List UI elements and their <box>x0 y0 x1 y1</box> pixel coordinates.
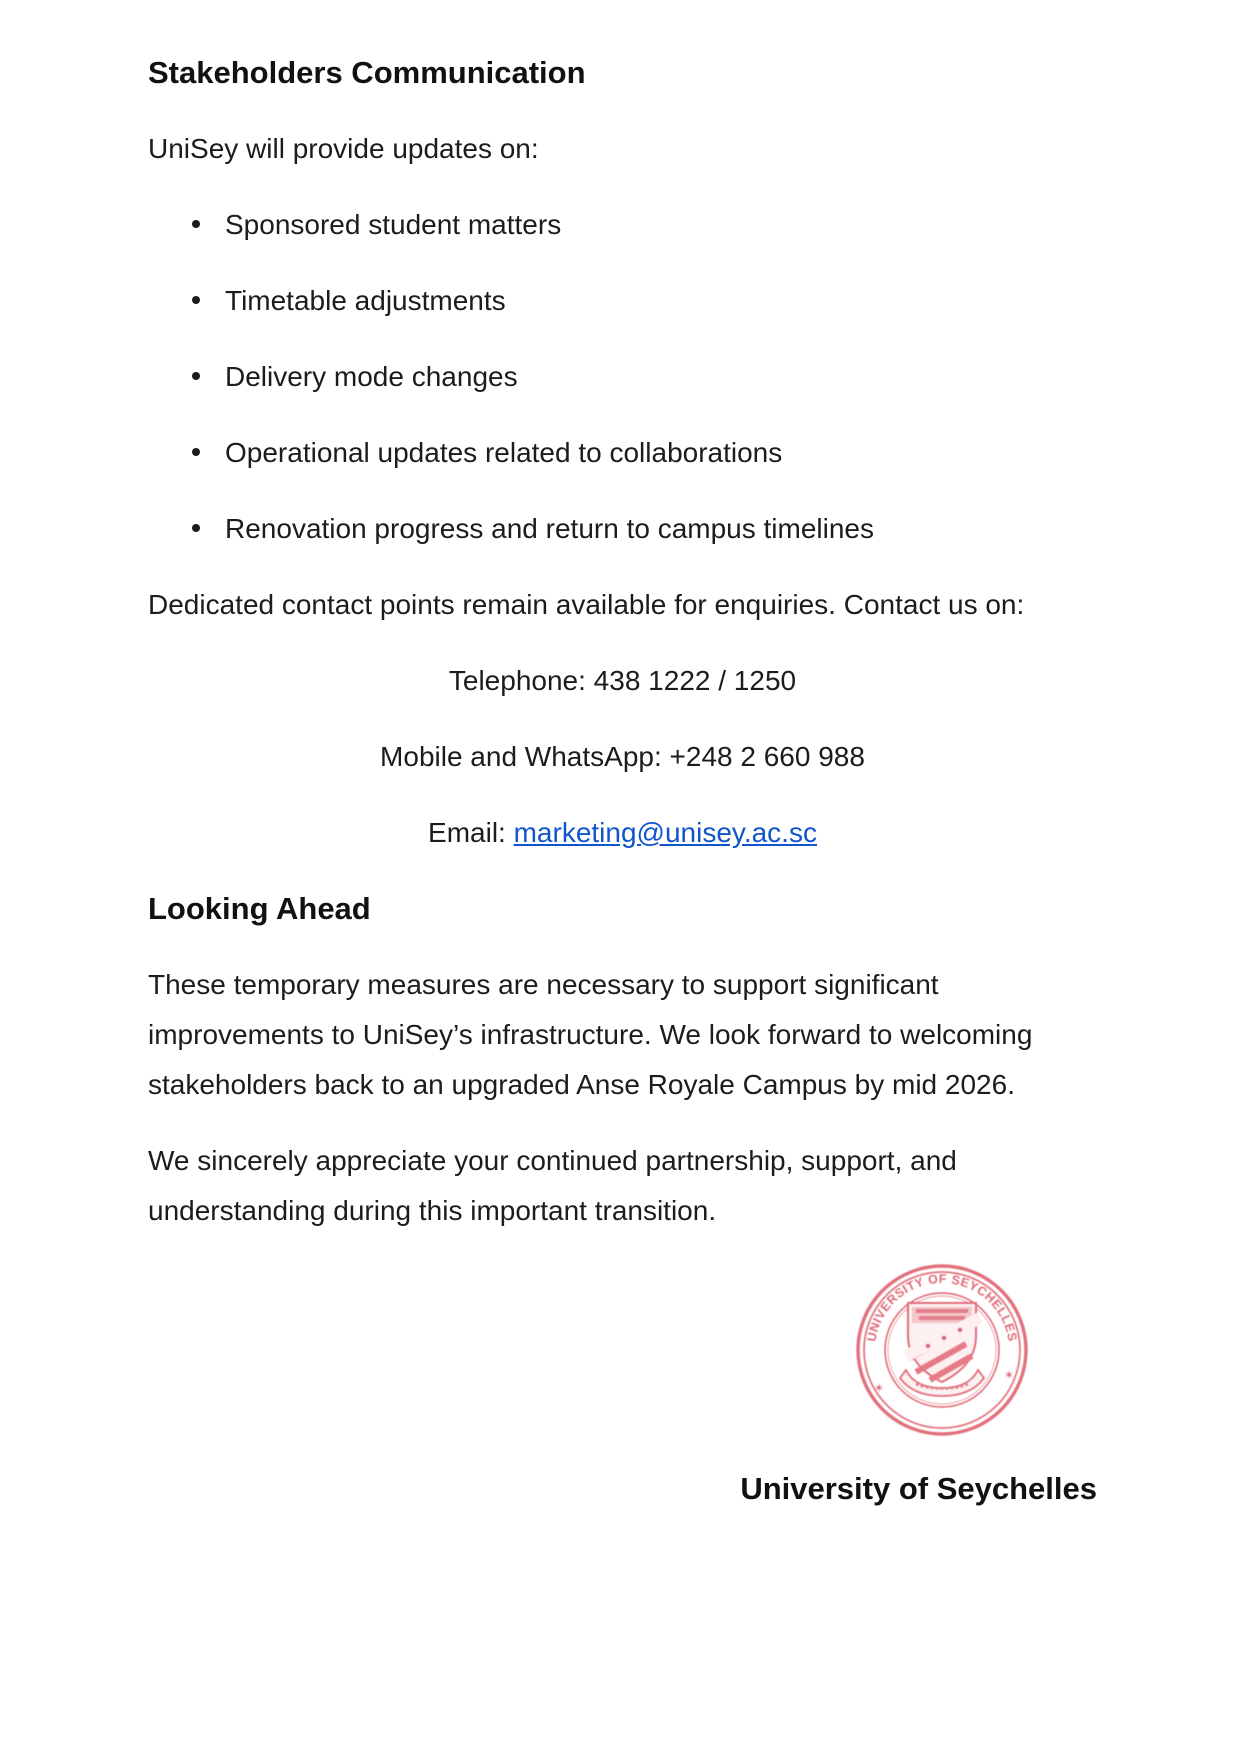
section-heading-communication: Stakeholders Communication <box>148 55 586 90</box>
star-icon: ✶ <box>1004 1368 1015 1382</box>
seal-shield-crest <box>900 1303 984 1396</box>
intro-line: UniSey will provide updates on: <box>148 133 539 164</box>
university-seal-stamp <box>854 1262 1030 1438</box>
text-line: We sincerely appreciate your continued partnership, support, and <box>148 1145 957 1176</box>
text-line: stakeholders back to an upgraded Anse Royale Campus by mid 2026. <box>148 1069 1015 1100</box>
email-link[interactable]: marketing@unisey.ac.sc <box>513 817 817 848</box>
seal-ring-text: UNIVERSITY OF SEYCHELLES <box>864 1271 1020 1343</box>
signature-name: University of Seychelles <box>740 1471 1097 1506</box>
signature-block <box>148 1262 1097 1514</box>
list-item: Renovation progress and return to campus timelines <box>148 504 1097 554</box>
mobile-whatsapp-line: Mobile and WhatsApp: +248 2 660 988 <box>380 741 865 772</box>
text-line: These temporary measures are necessary to support significant <box>148 969 939 1000</box>
section-heading-looking-ahead: Looking Ahead <box>148 891 371 926</box>
updates-list <box>148 200 1097 554</box>
text-line: improvements to UniSey’s infrastructure. We look forward to welcoming <box>148 1019 1033 1050</box>
paragraph-looking-ahead <box>148 960 1097 1110</box>
contact-intro-line: Dedicated contact points remain available for enquiries. Contact us on: <box>148 589 1025 620</box>
list-item: Delivery mode changes <box>148 352 1097 402</box>
paragraph-appreciation <box>148 1136 1097 1236</box>
text-line: understanding during this important transition. <box>148 1195 717 1226</box>
list-item: Sponsored student matters <box>148 200 1097 250</box>
list-item: Operational updates related to collaborations <box>148 428 1097 478</box>
email-line <box>148 808 1097 858</box>
email-label: Email: <box>428 817 514 848</box>
star-icon: ✶ <box>874 1381 885 1395</box>
list-item: Timetable adjustments <box>148 276 1097 326</box>
telephone-line: Telephone: 438 1222 / 1250 <box>448 665 797 696</box>
